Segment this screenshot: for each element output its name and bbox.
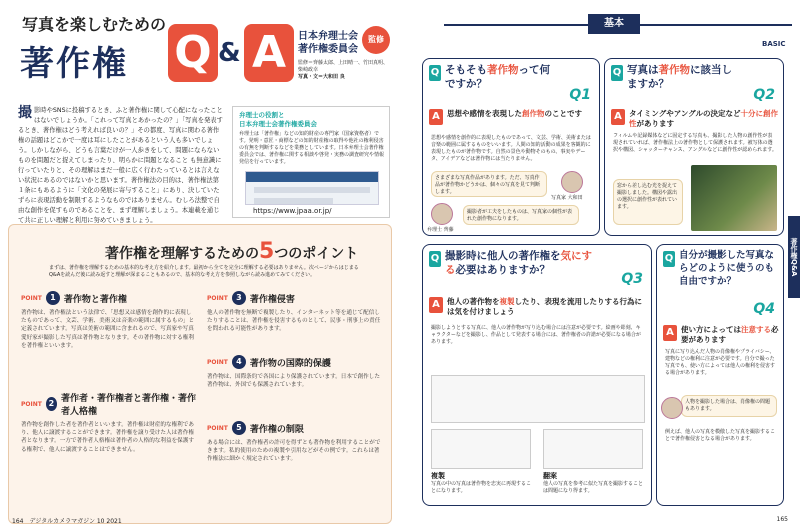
title-amp-glyph: &	[218, 38, 241, 68]
q1-title-hl: 著作物	[487, 64, 519, 76]
point-text: 著作物は、国際条約で各国により保護されています。日本で創作した著作物は、外国でも保護されています。	[207, 374, 380, 389]
q2-answer	[629, 109, 779, 129]
points-title	[105, 239, 358, 264]
info-url-link[interactable]: https://www.jpaa.or.jp/	[253, 207, 332, 215]
q3-title-b: 必要はありますか？	[455, 264, 550, 276]
q3-ans-hl: 複製	[499, 297, 515, 306]
q3-illustration-copy	[431, 429, 531, 469]
q1-person-2: 弁理士 齊藤	[427, 227, 454, 233]
q2-number: Q2	[753, 87, 775, 103]
section-label-en: BASIC	[762, 40, 786, 48]
q1-q-mark: Q	[429, 65, 441, 81]
q4-answer	[681, 325, 779, 345]
q1-a-mark: A	[429, 109, 443, 125]
credits-author: 写真・文＝大和田 良	[298, 74, 345, 80]
point-number: 2	[46, 397, 57, 411]
right-page	[400, 0, 800, 530]
q2-a-mark: A	[611, 109, 625, 125]
organization	[298, 30, 358, 56]
q2-body: フィルムや記録媒体などに固定する写真も、撮影した人物の創作性が表現されていれば、著作権法上の著作物として保護されます。被写体の選択や構図、シャッターチャンス、アングルなどに創作性が認められます。	[613, 133, 777, 153]
q1-bubble-1: さまざまな写真作品があります。ただ、写真作品が著作物かどうかは、個々の写真を見て判断します。	[431, 171, 547, 197]
point-tag: POINT	[21, 400, 42, 408]
q4-q-mark: Q	[663, 251, 675, 267]
q3-answer	[447, 297, 645, 317]
q4-question: 自分が撮影した写真ならどのように使うのも自由ですか？	[679, 250, 775, 287]
q1-person-1: 写真家 大和田	[551, 195, 583, 201]
q1-ans-hl: 創作物	[522, 109, 545, 118]
q4-number: Q4	[753, 301, 775, 317]
info-title-1: 弁理士の役割と	[239, 111, 285, 119]
q3-body: 撮影しようとする写真に、他人の著作物が写り込む場合には注意が必要です。絵画や彫刻、キャラクターなどを撮影し、作品として発表する場合には、著作権者の許諾が必要になる場合があります。	[431, 325, 641, 345]
org-line-2: 著作権委員会	[298, 44, 358, 55]
q3-illustration-adapt	[543, 429, 643, 469]
q2-q-mark: Q	[611, 65, 623, 81]
person-icon	[561, 171, 583, 193]
point-text: 著作物は、著作権法という法律で、「思想又は感情を創作的に表現したものであって、文芸、学術、美術又は音楽の範囲に属するもの」と定義されています。写真は美術の範囲に含まれるので、写真家や写真愛好家が撮影した写真は著作物となります。その著作物に対する権利を著作権といいます。	[21, 310, 195, 349]
person-icon	[661, 397, 683, 419]
point-text: 他人の著作物を無断で複製したり、インターネット等を通じて配信したりすることは、著作権を侵害するものとして、民事・刑事上の責任を問われる可能性があります。	[207, 310, 381, 333]
intro-text	[18, 106, 224, 226]
q3-q-mark: Q	[429, 251, 441, 267]
q2-card	[604, 58, 784, 236]
q4-ans-hl: 注意する	[741, 325, 771, 334]
point-name: 著作権の制限	[249, 424, 304, 435]
q1-ans-a: 思想や感情を表現した	[447, 109, 522, 118]
q4-a-mark: A	[663, 325, 677, 341]
point-name: 著作権侵害	[249, 294, 295, 305]
info-box-title	[239, 111, 317, 129]
page-title: 著作権	[20, 44, 128, 84]
points-lead: まずは、著作権を理解するための基本的な考え方を紹介します。最初から全てを完全に理解する必要はありません。次ページからはじまるQ&Aを読んだ後に読み返すと理解が深まることもあるので、基本的な考え方を参照しながら読み進めてみてください。	[49, 265, 359, 278]
points-title-num: 5	[259, 239, 275, 264]
point-tag: POINT	[207, 358, 228, 366]
section-label: 基本	[588, 14, 640, 34]
point-tag: POINT	[207, 424, 228, 432]
q3-ans-a: 他人の著作物を	[447, 297, 500, 306]
credits	[298, 60, 390, 81]
q2-question	[627, 63, 739, 91]
point-number: 5	[232, 421, 246, 435]
q4-ans-a: 使い方によっては	[681, 325, 741, 334]
info-box	[232, 106, 390, 218]
drop-cap: 撮	[18, 105, 32, 121]
q3-title-a: 撮影時に他人の著作権を	[445, 250, 561, 262]
q1-number: Q1	[569, 87, 591, 103]
q2-title-a: 写真は	[627, 64, 659, 76]
five-points-box	[8, 224, 392, 524]
q2-caption: 窓から差し込む光を捉えて撮影しました。構図や露出の選択に創作性が表れています。	[613, 179, 683, 225]
q1-bubble-2: 撮影者が工夫をしたものは、写真家の個性が表れた創作物になります。	[463, 205, 579, 225]
q3-a-mark: A	[429, 297, 443, 313]
q1-card	[422, 58, 600, 236]
q2-ans-b: があります	[636, 119, 674, 128]
title-q-glyph: Q	[168, 24, 218, 82]
org-line-1: 日本弁理士会	[298, 31, 358, 42]
q2-title-b: に該当しますか？	[627, 64, 732, 90]
point-number: 1	[46, 291, 60, 305]
point-text: 著作物を創作した者を著作者といいます。著作権は財産的な権利であり、他人に譲渡することができます。著作権を譲り受けた人は著作権者となります。一方で著作者人格権は著作者の人格的な利益を保護する権利で、他人に譲渡することはできません。	[21, 422, 194, 453]
q3-caption-adapt: 他人の写真を参考に似た写真を撮影することは問題になり得ます。	[543, 481, 644, 494]
point-number: 3	[232, 291, 246, 305]
points-title-b: つのポイント	[274, 246, 359, 262]
supervision-badge: 監修	[362, 26, 390, 54]
q1-question	[445, 63, 555, 91]
point-name: 著作物の国際的保護	[249, 358, 331, 369]
q1-ans-b: のことです	[544, 109, 582, 118]
side-tab: 著作権Q&A	[788, 216, 800, 298]
q2-sample-photo	[691, 165, 777, 231]
q3-caption-copy: 写真の中の写真は著作物を忠実に再現することになります。	[431, 481, 532, 494]
point-4	[207, 355, 383, 389]
q2-title-hl: 著作物	[658, 64, 690, 76]
q1-title-a: そもそも	[445, 64, 487, 76]
q3-question	[445, 249, 595, 277]
point-2	[21, 391, 197, 454]
intro-body: 影時やSNSに投稿するとき、ふと著作権に関して心配になったことはないでしょうか。「これって写真とあかったの？」「写真を発表するとき、著作権はどう考えれば良いの？」その都度、写真に関わる著作権の話題はどこかで一度は耳にしたことがあるという人も多いでしょう。しかしながら、どうも言葉だけが一人歩きをして、問題にならないものを問題だと捉えてしまったり、明らかに問題となること も無意識に行っていたりと、その理解はまだ一般に広く行わたっているとは言えない状況にあるのではないかと思います。著作権法の目的は、著作権法第１条にもあるように「文化の発展に寄与すること」にあり、決していたずらに表現活動を制限するようなものではありません。むしろ法整で自由な創作を促すものであることを、まず理解しましょう。本連載を通じて共に正しい理解と利用に努めていきましょう。	[18, 107, 223, 224]
q1-answer	[447, 109, 587, 119]
q4-body: 写真に写り込んだ人物の肖像権やプライバシー、建物などの権利に注意が必要です。自分で撮った写真でも、使い方によっては他人の権利を侵害する場合があります。	[665, 349, 776, 376]
info-title-2: 日本弁理士会著作権委員会	[239, 120, 317, 128]
q3-illustration-top	[431, 375, 645, 423]
point-text: ある場合には、著作権者の許可を得ずとも著作物を利用することができます。私的使用のための複製や引用などがその例です。これらは著作権法に細かく規定されています。	[207, 440, 381, 463]
q3-card	[422, 244, 652, 506]
point-number: 4	[232, 355, 246, 369]
points-title-a: 著作権を理解するための	[105, 246, 259, 262]
series-subtitle: 写真を楽しむための	[22, 15, 167, 34]
website-screenshot	[245, 171, 379, 205]
q3-number: Q3	[621, 271, 643, 287]
q4-ans-b: 必要があります	[681, 325, 779, 344]
q3-label-copy: 複製	[431, 472, 445, 480]
q3-label-adapt: 翻案	[543, 472, 557, 480]
point-1	[21, 291, 197, 350]
q4-card	[656, 244, 784, 506]
point-5	[207, 421, 383, 464]
info-box-body: 弁理士は「著作権」などの知的財産の専門家（国家資格者）です。発明・意匠・商標などの知的財産権の取得や他社の権利侵害の有無を判断するなどを業務としています。日本弁理士会著作権委員会では、著作権に関する相談や啓発・実務の調査研究や情報発信を行っています。	[239, 131, 385, 165]
page-folio-right: 165	[776, 516, 788, 523]
q2-ans-hl: 十分に創作性	[629, 109, 779, 128]
person-icon	[431, 203, 453, 225]
q4-bubble: 人物を撮影した場合は、肖像権の問題もあります。	[681, 395, 777, 417]
point-3	[207, 291, 383, 334]
point-tag: POINT	[21, 294, 42, 302]
point-tag: POINT	[207, 294, 228, 302]
title-a-glyph: A	[244, 24, 294, 82]
q3-title-hl: 気にする	[445, 250, 592, 276]
q3-ans-b: したり、表現を流用したりする行為には気を付けましょう	[447, 297, 642, 316]
point-name: 著作物と著作権	[63, 294, 127, 305]
q4-body-2: 例えば、他人の写真を模倣した写真を撮影することで著作権侵害となる場合があります。	[665, 429, 776, 442]
q1-body: 思想や感情を創作的に表現したものであって、文芸、学術、美術または音楽の範囲に属するものをいいます。人間の知的活動の成果を客観的に表現したものが著作物です。自然の景色や動物そのもの、事実やデータ、アイデアなどは著作物には当たりません。	[431, 135, 591, 162]
credits-supervisors: 監修＝齊藤太郎、上田晴一、竹田真明、柴崎政幸	[298, 60, 389, 73]
q2-ans-a: タイミングやアングルの決定など	[629, 109, 741, 118]
q1-title-b: って何ですか？	[445, 64, 550, 90]
point-name: 著作者・著作権者と著作権・著作者人格権	[61, 394, 197, 417]
page-folio-left: 164 デジタルカメラマガジン 10 2021	[12, 518, 122, 525]
